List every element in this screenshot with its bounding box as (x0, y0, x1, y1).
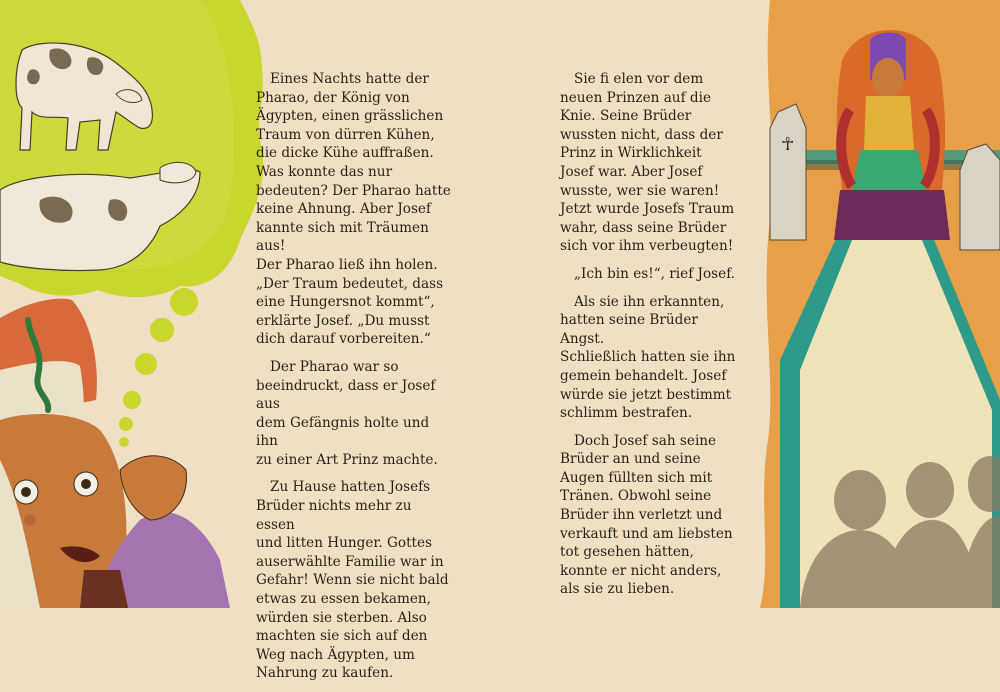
throne-room-illustration (760, 0, 1000, 608)
paragraph: Doch Josef sah seine Brüder an und seine Augen füllten sich mit Tränen. Obwohl seine Brüder ihn verletzt und verkauft und am liebsten tot gesehen hätten, konnte er nicht anders, als sie zu lieben. (560, 432, 733, 598)
paragraph: „Ich bin es!“, rief Josef. (574, 265, 736, 282)
paragraph: Zu Hause hatten Josefs Brüder nichts mehr zu essen und litten Hunger. Gottes auserwählte Familie war in Gefahr! Wenn sie nicht bald etwas zu essen bekamen, würden sie sterben. Also machten sie sich auf den Weg nach Ägypten, um Nahrung zu kaufen. (256, 479, 449, 682)
left-text-column (256, 70, 452, 692)
right-text-column (560, 70, 740, 608)
paragraph: Als sie ihn erkannten, hatten seine Brüder Angst. Schließlich hatten sie ihn gemein behandelt. Josef würde sie jetzt bestimmt schlimm bestrafen. (560, 293, 736, 422)
paragraph: Eines Nachts hatte der Pharao, der König von Ägypten, einen grässlichen Traum von dürren Kühen, die dicke Kühe auffraßen. Was konnte das nur bedeuten? Der Pharao hatte keine Ahnung. Aber Josef kannte sich mit Träumen aus! Der Pharao ließ ihn holen. „Der Traum bedeutet, dass eine Hungersnot kommt“, erklärte Josef. „Du musst dich darauf vorbereiten.“ (256, 71, 451, 348)
paragraph: Sie fi elen vor dem neuen Prinzen auf die Knie. Seine Brüder wussten nicht, dass der Prinz in Wirklichkeit Josef war. Aber Josef wusste, wer sie waren! Jetzt wurde Josefs Traum wahr, dass seine Brüder sich vor ihm verbeugten! (560, 71, 735, 255)
ankh-glyph: ☥ (781, 134, 795, 155)
paragraph: Der Pharao war so beeindruckt, dass er Josef aus dem Gefängnis holte und ihn zu einer Art Prinz machte. (256, 358, 438, 468)
